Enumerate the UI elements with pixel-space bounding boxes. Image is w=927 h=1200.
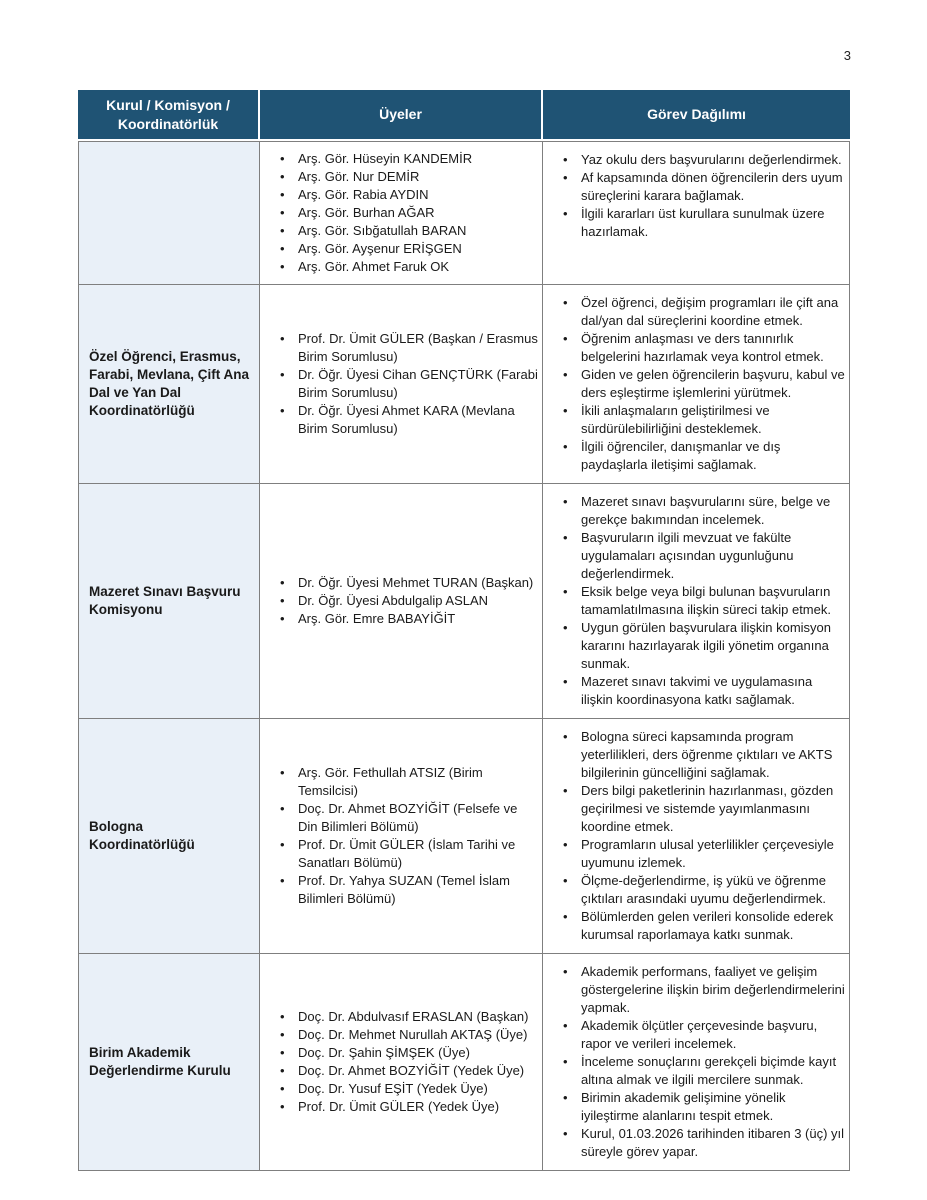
duties-cell [543,285,850,484]
committee-name: Bologna Koordinatörlüğü [78,719,260,954]
duty-item: • Ölçme-değerlendirme, iş yükü ve öğrenme çıktıları arasındaki uyumu değerlendirmek. [543,872,845,908]
committee-name: Özel Öğrenci, Erasmus, Farabi, Mevlana, Çift Ana Dal ve Yan Dal Koordinatörlüğü [78,285,260,484]
member-item: • Arş. Gör. Ayşenur ERİŞGEN [260,240,538,258]
committee-name [78,141,260,285]
member-item: • Arş. Gör. Burhan AĞAR [260,204,538,222]
member-item-list [260,1008,538,1116]
table-row [78,954,850,1171]
member-item: • Dr. Öğr. Üyesi Cihan GENÇTÜRK (Farabi Birim Sorumlusu) [260,366,538,402]
duties-cell [543,484,850,719]
table-header [78,90,850,141]
member-item: • Arş. Gör. Hüseyin KANDEMİR [260,150,538,168]
members-cell [260,954,543,1171]
members-cell [260,141,543,285]
duty-item-list [543,963,845,1161]
member-item: • Prof. Dr. Yahya SUZAN (Temel İslam Bilimleri Bölümü) [260,872,538,908]
header-kurul: Kurul / Komisyon / Koordinatörlük [78,90,260,141]
duties-cell [543,719,850,954]
member-item: • Doç. Dr. Şahin ŞİMŞEK (Üye) [260,1044,538,1062]
duty-item: • Yaz okulu ders başvurularını değerlendirmek. [543,151,845,169]
duty-item: • Uygun görülen başvurulara ilişkin komisyon kararını hazırlayarak ilgili yönetim organına sunmak. [543,619,845,673]
duty-item: • Giden ve gelen öğrencilerin başvuru, kabul ve ders eşleştirme işlemlerini yürütmek. [543,366,845,402]
duty-item-list [543,294,845,474]
duty-item-list [543,493,845,709]
member-item: • Doç. Dr. Ahmet BOZYİĞİT (Felsefe ve Din Bilimleri Bölümü) [260,800,538,836]
member-item: • Arş. Gör. Nur DEMİR [260,168,538,186]
duty-item: • Bölümlerden gelen verileri konsolide ederek kurumsal raporlamaya katkı sunmak. [543,908,845,944]
member-item: • Arş. Gör. Fethullah ATSIZ (Birim Temsilcisi) [260,764,538,800]
duty-item: • Programların ulusal yeterlilikler çerçevesiyle uyumunu izlemek. [543,836,845,872]
duty-item: • Mazeret sınavı takvimi ve uygulamasına ilişkin koordinasyona katkı sağlamak. [543,673,845,709]
table-row [78,719,850,954]
member-item: • Prof. Dr. Ümit GÜLER (Başkan / Erasmus Birim Sorumlusu) [260,330,538,366]
duty-item: • Ders bilgi paketlerinin hazırlanması, gözden geçirilmesi ve sistemde yayımlanmasını koordine etmek. [543,782,845,836]
duty-item: • Başvuruların ilgili mevzuat ve fakülte uygulamaları açısından uygunluğunu değerlendirmek. [543,529,845,583]
member-item: • Arş. Gör. Sıbğatullah BARAN [260,222,538,240]
committee-name: Birim Akademik Değerlendirme Kurulu [78,954,260,1171]
member-item: • Prof. Dr. Ümit GÜLER (İslam Tarihi ve Sanatları Bölümü) [260,836,538,872]
duties-cell [543,954,850,1171]
duty-item-list [543,728,845,944]
duty-item: • İlgili kararları üst kurullara sunulmak üzere hazırlamak. [543,205,845,241]
member-item-list [260,764,538,908]
member-item: • Dr. Öğr. Üyesi Abdulgalip ASLAN [260,592,538,610]
header-gorev: Görev Dağılımı [543,90,850,141]
member-item: • Prof. Dr. Ümit GÜLER (Yedek Üye) [260,1098,538,1116]
member-item: • Dr. Öğr. Üyesi Mehmet TURAN (Başkan) [260,574,538,592]
duty-item: • Kurul, 01.03.2026 tarihinden itibaren 3 (üç) yıl süreyle görev yapar. [543,1125,845,1161]
duty-item: • Eksik belge veya bilgi bulunan başvuruların tamamlatılmasına ilişkin süreci takip etmek. [543,583,845,619]
member-item: • Dr. Öğr. Üyesi Ahmet KARA (Mevlana Birim Sorumlusu) [260,402,538,438]
member-item-list [260,150,538,276]
member-item: • Doç. Dr. Abdulvasıf ERASLAN (Başkan) [260,1008,538,1026]
table-row [78,285,850,484]
duty-item: • Bologna süreci kapsamında program yeterlilikleri, ders öğrenme çıktıları ve AKTS bilgilerinin güncelliğini sağlamak. [543,728,845,782]
committee-name: Mazeret Sınavı Başvuru Komisyonu [78,484,260,719]
table-row [78,484,850,719]
duty-item: • Birimin akademik gelişimine yönelik iyileştirme alanlarını tespit etmek. [543,1089,845,1125]
members-cell [260,719,543,954]
member-item-list [260,574,538,628]
duty-item: • İkili anlaşmaların geliştirilmesi ve sürdürülebilirliğini desteklemek. [543,402,845,438]
committee-table [78,90,850,1171]
header-row [78,90,850,141]
member-item: • Arş. Gör. Ahmet Faruk OK [260,258,538,276]
member-item: • Doç. Dr. Yusuf EŞİT (Yedek Üye) [260,1080,538,1098]
duty-item: • Akademik performans, faaliyet ve gelişim göstergelerine ilişkin birim değerlendirmelerini yapmak. [543,963,845,1017]
header-uyeler: Üyeler [260,90,543,141]
member-item: • Doç. Dr. Ahmet BOZYİĞİT (Yedek Üye) [260,1062,538,1080]
members-cell [260,484,543,719]
duty-item: • Akademik ölçütler çerçevesinde başvuru, rapor ve verileri incelemek. [543,1017,845,1053]
member-item: • Arş. Gör. Emre BABAYİĞİT [260,610,538,628]
member-item: • Arş. Gör. Rabia AYDIN [260,186,538,204]
duties-cell [543,141,850,285]
duty-item: • Af kapsamında dönen öğrencilerin ders uyum süreçlerini karara bağlamak. [543,169,845,205]
duty-item: • Mazeret sınavı başvurularını süre, belge ve gerekçe bakımından incelemek. [543,493,845,529]
duty-item-list [543,151,845,241]
duty-item: • İnceleme sonuçlarını gerekçeli biçimde kayıt altına almak ve ilgili mercilere sunmak. [543,1053,845,1089]
duty-item: • Özel öğrenci, değişim programları ile çift ana dal/yan dal süreçlerini koordine etmek. [543,294,845,330]
duty-item: • İlgili öğrenciler, danışmanlar ve dış paydaşlarla iletişimi sağlamak. [543,438,845,474]
member-item-list [260,330,538,438]
member-item: • Doç. Dr. Mehmet Nurullah AKTAŞ (Üye) [260,1026,538,1044]
page-number: 3 [843,48,851,63]
table-body [78,141,850,1171]
members-cell [260,285,543,484]
duty-item: • Öğrenim anlaşması ve ders tanınırlık belgelerini hazırlamak veya kontrol etmek. [543,330,845,366]
table-row [78,141,850,285]
